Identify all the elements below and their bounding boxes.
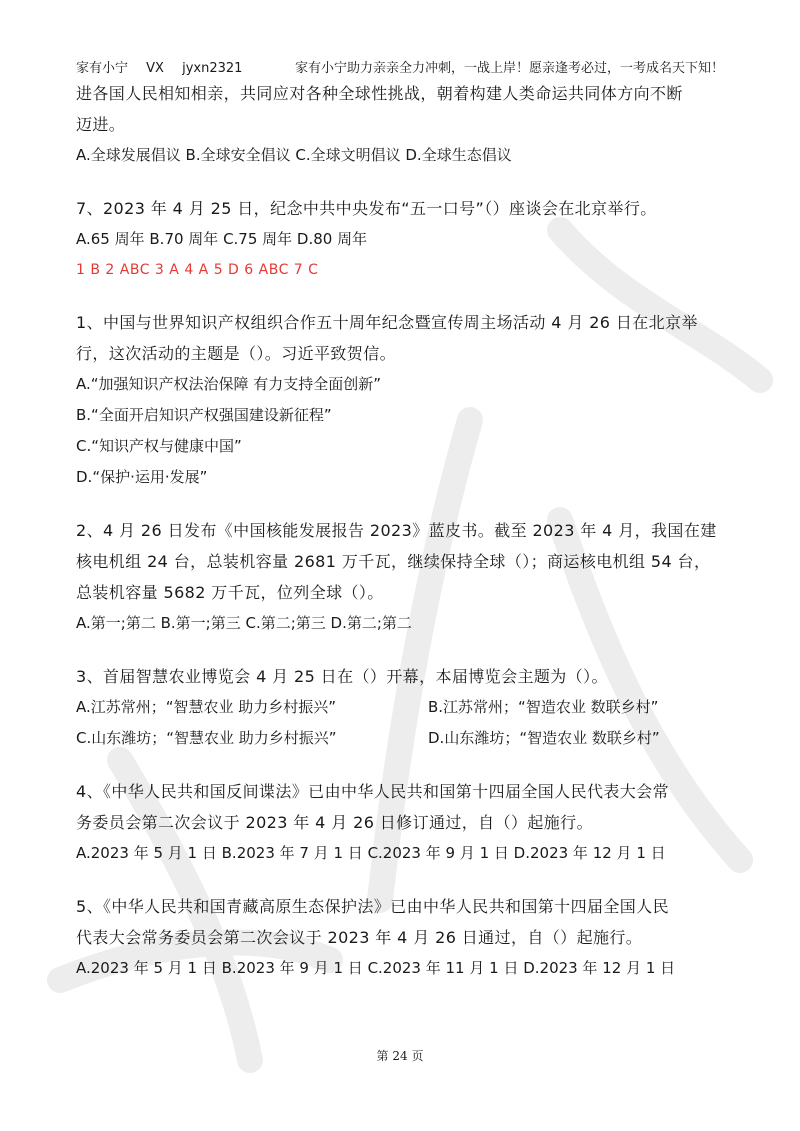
q7-options: A.65 周年 B.70 周年 C.75 周年 D.80 周年	[76, 230, 368, 248]
q3-options-row-1	[76, 692, 728, 723]
q1-option-c: C.“知识产权与健康中国”	[76, 437, 242, 455]
q1-option-a: A.“加强知识产权法治保障 有力支持全面创新”	[76, 375, 382, 393]
page-number: 第 24 页	[376, 1049, 424, 1063]
header-left	[76, 57, 256, 76]
q5-line-1: 5、《中华人民共和国青藏高原生态保护法》已由中华人民共和国第十四届全国人民	[76, 897, 669, 916]
q7-stem: 7、2023 年 4 月 25 日，纪念中共中央发布“五一口号”（）座谈会在北京举行。	[76, 199, 657, 218]
q2-options: A.第一;第二 B.第一;第三 C.第二;第三 D.第二;第二	[76, 614, 412, 632]
q4-line-1: 4、《中华人民共和国反间谍法》已由中华人民共和国第十四届全国人民代表大会常	[76, 782, 669, 801]
q3-option-d: D.山东潍坊；“智造农业 数联乡村”	[428, 729, 660, 747]
header-brand: 家有小宁	[76, 60, 129, 76]
q1-option-b: B.“全面开启知识产权强国建设新征程”	[76, 406, 332, 424]
page-content	[76, 78, 728, 984]
q5-options: A.2023 年 5 月 1 日 B.2023 年 9 月 1 日 C.2023 年 11 月 1 日 D.2023 年 12 月 1 日	[76, 959, 676, 977]
q1-option-d: D.“保护·运用·发展”	[76, 468, 208, 486]
q4-options: A.2023 年 5 月 1 日 B.2023 年 7 月 1 日 C.2023 年 9 月 1 日 D.2023 年 12 月 1 日	[76, 844, 666, 862]
q2-line-3: 总装机容量 5682 万千瓦，位列全球（）。	[76, 583, 384, 602]
q4-line-2: 务委员会第二次会议于 2023 年 4 月 26 日修订通过，自（）起施行。	[76, 813, 593, 832]
header-vx: VX	[146, 60, 164, 76]
prev-question-options: A.全球发展倡议 B.全球安全倡议 C.全球文明倡议 D.全球生态倡议	[76, 146, 512, 164]
q3-option-a: A.江苏常州；“智慧农业 助力乡村振兴”	[76, 698, 337, 716]
prev-question-line-1: 进各国人民相知相亲，共同应对各种全球性挑战，朝着构建人类命运共同体方向不断	[76, 84, 683, 103]
answer-key: 1 B 2 ABC 3 A 4 A 5 D 6 ABC 7 C	[76, 262, 319, 278]
q2-line-1: 2、4 月 26 日发布《中国核能发展报告 2023》蓝皮书。截至 2023 年 4 月，我国在建	[76, 521, 717, 540]
q1-line-1: 1、中国与世界知识产权组织合作五十周年纪念暨宣传周主场活动 4 月 26 日在北京举	[76, 313, 698, 332]
q2-line-2: 核电机组 24 台，总装机容量 2681 万千瓦，继续保持全球（）；商运核电机组 54 台，	[76, 552, 711, 571]
prev-question-line-2: 迈进。	[76, 115, 126, 134]
q3-stem: 3、首届智慧农业博览会 4 月 25 日在（）开幕，本届博览会主题为（）。	[76, 667, 608, 686]
q3-option-c: C.山东潍坊；“智慧农业 助力乡村振兴”	[76, 729, 337, 747]
header-wechat: jyxn2321	[182, 60, 243, 76]
q3-option-b: B.江苏常州；“智造农业 数联乡村”	[428, 698, 659, 716]
q3-options-row-2	[76, 723, 728, 754]
page-header	[76, 56, 724, 76]
header-slogan: 家有小宁助力亲亲全力冲刺，一战上岸！愿亲逢考必过，一考成名天下知！	[294, 60, 724, 76]
q5-line-2: 代表大会常务委员会第二次会议于 2023 年 4 月 26 日通过，自（）起施行。	[76, 928, 643, 947]
q1-line-2: 行，这次活动的主题是（）。习近平致贺信。	[76, 344, 397, 363]
